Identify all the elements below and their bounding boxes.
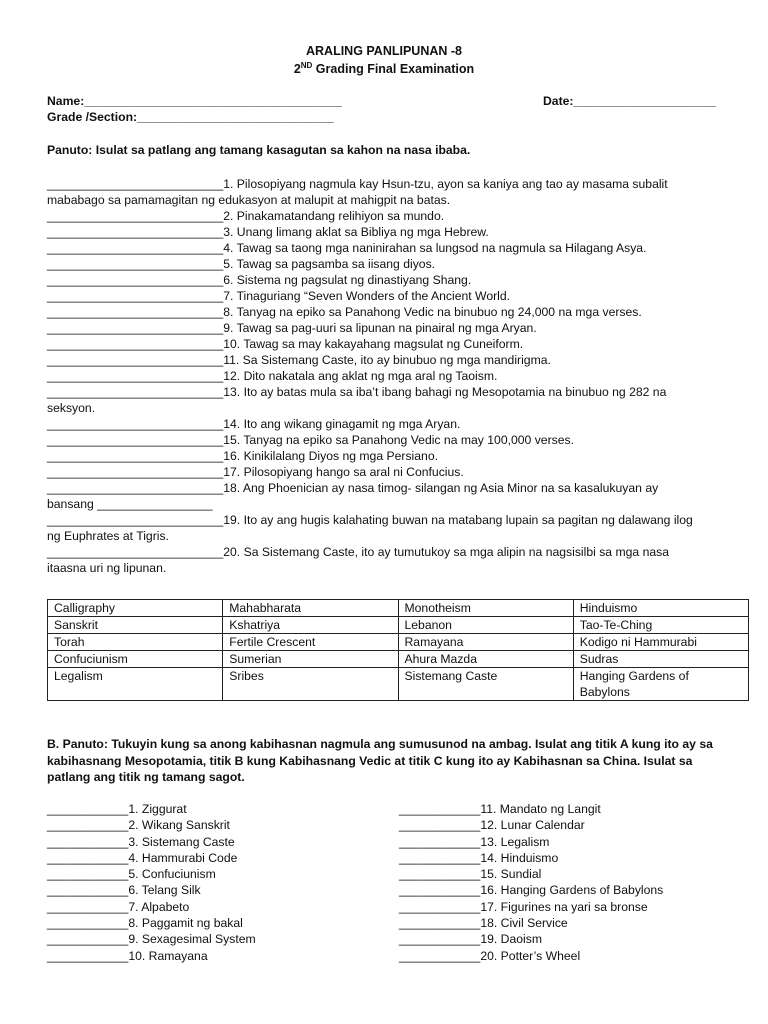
part-b-item[interactable]: ____________12. Lunar Calendar [399, 818, 585, 833]
question-text: 16. Kinikilalang Diyos ng mga Persiano. [223, 449, 438, 463]
answer-blank[interactable]: __________________________ [47, 225, 224, 239]
question-item[interactable] [47, 224, 727, 240]
question-item[interactable] [47, 176, 727, 192]
question-continuation: seksyon. [47, 401, 96, 415]
table-cell: Calligraphy [48, 600, 223, 617]
part-b-item[interactable]: ____________16. Hanging Gardens of Babylons [399, 883, 664, 898]
table-cell: Legalism [48, 668, 223, 701]
question-item[interactable] [47, 256, 727, 272]
part-b-item[interactable]: ____________18. Civil Service [399, 916, 568, 931]
answer-blank[interactable]: __________________________ [47, 481, 224, 495]
part-b-item[interactable]: ____________10. Ramayana [47, 948, 208, 963]
part-b-item[interactable]: ____________8. Paggamit ng bakal [47, 916, 243, 931]
part-b-item[interactable]: ____________19. Daoism [399, 932, 542, 947]
part-a-directions: Panuto: Isulat sa patlang ang tamang kasagutan sa kahon na nasa ibaba. [47, 143, 471, 157]
question-text: 5. Tawag sa pagsamba sa iisang diyos. [223, 257, 436, 271]
part-b-directions-line: kabihasnang Mesopotamia, titik B kung Kabihasnang Vedic at titik C kung ito ay Kabihasnan sa China. Isulat sa [47, 753, 693, 768]
answer-blank[interactable]: __________________________ [47, 337, 224, 351]
answer-blank[interactable]: __________________________ [47, 417, 224, 431]
question-text: 10. Tawag sa may kakayahang magsulat ng Cuneiform. [223, 337, 524, 351]
question-item[interactable] [47, 544, 727, 560]
question-item[interactable] [47, 208, 727, 224]
answer-blank[interactable]: __________________________ [47, 545, 224, 559]
answer-blank[interactable]: __________________________ [47, 209, 224, 223]
answer-blank[interactable]: __________________________ [47, 177, 224, 191]
part-b-item[interactable]: ____________2. Wikang Sanskrit [47, 818, 230, 833]
question-text: 1. Pilosopiyang nagmula kay Hsun-tzu, ayon sa kaniya ang tao ay masama subalit [223, 177, 668, 191]
question-text: 2. Pinakamatandang relihiyon sa mundo. [223, 209, 445, 223]
part-b-item[interactable]: ____________3. Sistemang Caste [47, 834, 235, 849]
question-text: 7. Tinaguriang “Seven Wonders of the Ancient World. [223, 289, 511, 303]
question-item[interactable] [47, 384, 727, 400]
part-b-directions-line: B. Panuto: Tukuyin kung sa anong kabihasnan nagmula ang sumusunod na ambag. Isulat ang titik A kung ito ay sa [47, 737, 713, 751]
part-b-item[interactable]: ____________17. Figurines na yari sa bronse [399, 899, 648, 914]
exam-grading-title [0, 61, 768, 76]
answer-blank[interactable]: __________________________ [47, 369, 224, 383]
question-item[interactable] [47, 352, 727, 368]
answer-choices-table [47, 599, 749, 701]
part-b-item[interactable]: ____________15. Sundial [399, 867, 542, 882]
question-text: 3. Unang limang aklat sa Bibliya ng mga Hebrew. [223, 225, 489, 239]
question-item[interactable] [47, 288, 727, 304]
table-cell: Lebanon [398, 617, 573, 634]
answer-blank[interactable]: __________________________ [47, 513, 224, 527]
table-row [48, 617, 749, 634]
question-continuation: ng Euphrates at Tigris. [47, 529, 169, 543]
question-item[interactable] [47, 416, 727, 432]
answer-blank[interactable]: __________________________ [47, 273, 224, 287]
part-b-item[interactable]: ____________5. Confuciunism [47, 867, 216, 882]
table-cell: Tao-Te-Ching [573, 617, 748, 634]
grading-rest: Grading Final Examination [312, 62, 475, 77]
answer-blank[interactable]: __________________________ [47, 385, 224, 399]
question-item[interactable] [47, 432, 727, 448]
answer-blank[interactable]: __________________________ [47, 289, 224, 303]
part-b-item[interactable]: ____________7. Alpabeto [47, 899, 190, 914]
table-cell: Fertile Crescent [223, 634, 398, 651]
answer-blank[interactable]: __________________________ [47, 465, 224, 479]
part-b-item[interactable]: ____________1. Ziggurat [47, 802, 187, 816]
part-b-right-column [399, 801, 663, 964]
part-b-directions-line: patlang ang titik ng tamang sagot. [47, 770, 245, 784]
name-field[interactable]: Name:______________________________________ [47, 94, 342, 108]
table-cell: Confuciunism [48, 651, 223, 668]
question-text: 19. Ito ay ang hugis kalahating buwan na matabang lupain sa pagitan ng dalawang ilog [223, 513, 693, 527]
table-cell: Ahura Mazda [398, 651, 573, 668]
question-text: 17. Pilosopiyang hango sa aral ni Confucius. [223, 465, 464, 479]
table-cell: Kodigo ni Hammurabi [573, 634, 748, 651]
answer-blank[interactable]: __________________________ [47, 449, 224, 463]
question-item[interactable] [47, 480, 727, 496]
table-row [48, 634, 749, 651]
table-cell: Sribes [223, 668, 398, 701]
part-a-question-list [47, 176, 727, 576]
answer-blank[interactable]: __________________________ [47, 257, 224, 271]
question-text: 9. Tawag sa pag-uuri sa lipunan na pinairal ng mga Aryan. [223, 321, 537, 335]
question-continuation: itaasna uri ng lipunan. [47, 561, 167, 575]
part-b-item[interactable]: ____________20. Potter’s Wheel [399, 948, 581, 963]
answer-blank[interactable]: __________________________ [47, 241, 224, 255]
grade-section-field[interactable]: Grade /Section:_____________________________ [47, 110, 334, 124]
table-cell: Mahabharata [223, 600, 398, 617]
question-text: 12. Dito nakatala ang aklat ng mga aral ng Taoism. [223, 369, 498, 383]
table-row [48, 651, 749, 668]
question-item[interactable] [47, 464, 727, 480]
grading-superscript: ND [300, 61, 313, 70]
part-b-item[interactable]: ____________9. Sexagesimal System [47, 932, 256, 947]
table-cell: Hinduismo [573, 600, 748, 617]
part-b-item[interactable]: ____________14. Hinduismo [399, 850, 559, 865]
grading-number: 2 [293, 62, 301, 77]
question-item[interactable] [47, 368, 727, 384]
table-cell: Sanskrit [48, 617, 223, 634]
question-item[interactable] [47, 512, 727, 528]
table-cell: Ramayana [398, 634, 573, 651]
table-cell: Torah [48, 634, 223, 651]
answer-blank[interactable]: __________________________ [47, 321, 224, 335]
date-field[interactable]: Date:_____________________ [543, 94, 716, 108]
part-b-item[interactable]: ____________13. Legalism [399, 834, 550, 849]
table-cell: Sistemang Caste [398, 668, 573, 701]
answer-blank[interactable]: __________________________ [47, 433, 224, 447]
part-b-item[interactable]: ____________6. Telang Silk [47, 883, 201, 898]
table-cell: Hanging Gardens of Babylons [573, 668, 748, 701]
question-text: 13. Ito ay batas mula sa iba’t ibang bahagi ng Mesopotamia na binubuo ng 282 na [223, 385, 667, 399]
question-text: 15. Tanyag na epiko sa Panahong Vedic na may 100,000 verses. [223, 433, 574, 447]
exam-subject-title: ARALING PANLIPUNAN -8 [305, 44, 463, 58]
question-item[interactable] [47, 320, 727, 336]
question-item[interactable] [47, 336, 727, 352]
answer-blank[interactable]: __________________________ [47, 353, 224, 367]
question-text: 18. Ang Phoenician ay nasa timog- silangan ng Asia Minor na sa kasalukuyan ay [223, 481, 659, 495]
question-continuation: mababago sa pamamagitan ng edukasyon at malupit at mahigpit na batas. [47, 193, 451, 207]
question-text: 8. Tanyag na epiko sa Panahong Vedic na binubuo ng 24,000 na mga verses. [223, 305, 642, 319]
question-item[interactable] [47, 240, 727, 256]
table-cell: Sudras [573, 651, 748, 668]
question-text: 20. Sa Sistemang Caste, ito ay tumutukoy sa mga alipin na nagsisilbi sa mga nasa [223, 545, 669, 559]
table-cell: Sumerian [223, 651, 398, 668]
table-row [48, 668, 749, 701]
question-text: 14. Ito ang wikang ginagamit ng mga Aryan. [223, 417, 461, 431]
table-cell: Monotheism [398, 600, 573, 617]
table-row [48, 600, 749, 617]
part-b-left-column [47, 801, 256, 964]
question-continuation[interactable]: bansang _________________ [47, 497, 213, 511]
part-b-item[interactable]: ____________4. Hammurabi Code [47, 850, 238, 865]
question-item[interactable] [47, 448, 727, 464]
part-b-item[interactable]: ____________11. Mandato ng Langit [399, 802, 601, 816]
question-item[interactable] [47, 304, 727, 320]
table-cell: Kshatriya [223, 617, 398, 634]
question-text: 11. Sa Sistemang Caste, ito ay binubuo ng mga mandirigma. [223, 353, 551, 367]
question-text: 4. Tawag sa taong mga naninirahan sa lungsod na nagmula sa Hilagang Asya. [223, 241, 647, 255]
question-item[interactable] [47, 272, 727, 288]
answer-blank[interactable]: __________________________ [47, 305, 224, 319]
part-b-directions [47, 736, 727, 786]
question-text: 6. Sistema ng pagsulat ng dinastiyang Shang. [223, 273, 472, 287]
